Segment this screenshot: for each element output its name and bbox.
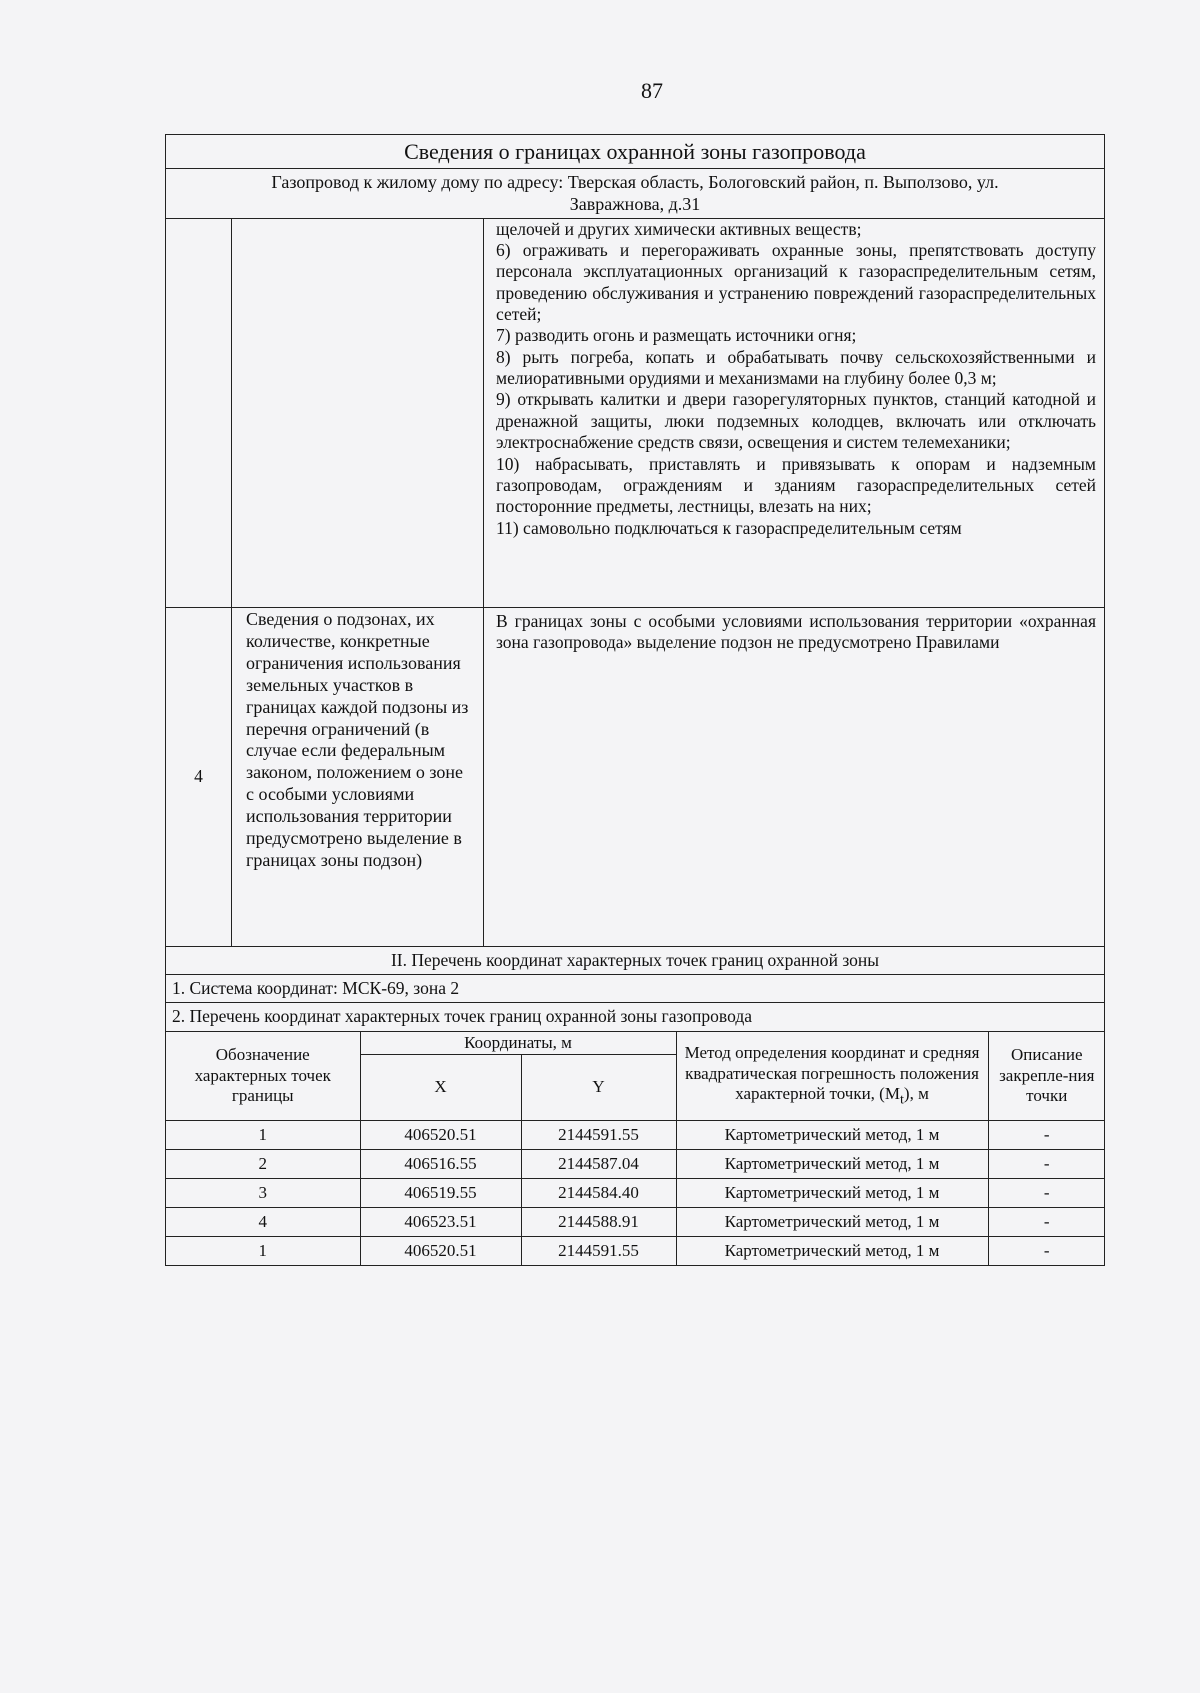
cell-y: 2144588.91 [521,1208,676,1237]
cell-description: - [988,1179,1105,1208]
cell-x: 406520.51 [360,1121,521,1150]
cell-y: 2144591.55 [521,1237,676,1266]
table-title: Сведения о границах охранной зоны газопровода [166,135,1105,169]
cell-point: 2 [166,1150,360,1179]
cell-point: 1 [166,1121,360,1150]
subzones-label: Сведения о подзонах, их количестве, конкретные ограничения использования земельных участков в границах каждой подзоны из перечня ограничений (в случае если федеральным законом, положением о зоне с особыми условиями использования территории предусмотрено выделение в границах зоны подзон) [232,607,484,946]
cell-description: - [988,1150,1105,1179]
header-coordinates: Координаты, м [360,1032,676,1055]
header-method-subscript: t [899,1091,904,1108]
header-method [676,1032,988,1121]
cell-y: 2144584.40 [521,1179,676,1208]
restriction-line: 8) рыть погреба, копать и обрабатывать почву сельскохозяйственными и мелиоративными орудиями и механизмами на глубину более 0,3 м; [496,346,1096,389]
header-y: Y [521,1055,676,1121]
header-point: Обозначение характерных точек границы [166,1032,360,1121]
header-description: Описание закрепле-ния точки [988,1032,1105,1121]
restriction-line: 10) набрасывать, приставлять и привязывать к опорам и надземным газопроводам, ограждениям и зданиям газораспределительных сетей посторонние предметы, лестницы, влезать на них; [496,453,1096,517]
subzones-value: В границах зоны с особыми условиями использования территории «охранная зона газопровода» выделение подзон не предусмотрено Правилами [484,607,1105,946]
restriction-line: 7) разводить огонь и размещать источники огня; [496,325,857,346]
table-row [166,1237,1105,1266]
object-address: Газопровод к жилому дому по адресу: Тверская область, Бологовский район, п. Выползово, ул. Завражнова, д.31 [166,168,1105,218]
cell-method: Картометрический метод, 1 м [676,1179,988,1208]
cell-method: Картометрический метод, 1 м [676,1208,988,1237]
restriction-line: 9) открывать калитки и двери газорегуляторных пунктов, станций катодной и дренажной защиты, люки подземных колодцев, включать или отключать электроснабжение средств связи, освещения и систем телемеханики; [496,389,1096,453]
table-row [166,1121,1105,1150]
table-row [166,1150,1105,1179]
cell-x: 406519.55 [360,1179,521,1208]
cell-point: 1 [166,1237,360,1266]
cell-method: Картометрический метод, 1 м [676,1150,988,1179]
header-x: X [360,1055,521,1121]
table-row [166,1208,1105,1237]
cell-y: 2144591.55 [521,1121,676,1150]
cell-x: 406520.51 [360,1237,521,1266]
restriction-line: щелочей и других химически активных веществ; [496,218,862,239]
cell-x: 406516.55 [360,1150,521,1179]
cell-point: 4 [166,1208,360,1237]
coordinates-table [166,1032,1105,1265]
row-number: 4 [166,607,232,946]
section-two-header: II. Перечень координат характерных точек границ охранной зоны [166,946,1105,974]
coordinate-list-line: 2. Перечень координат характерных точек границ охранной зоны газопровода [166,1003,1105,1031]
cell-x: 406523.51 [360,1208,521,1237]
cell-description: - [988,1208,1105,1237]
cell-method: Картометрический метод, 1 м [676,1237,988,1266]
restriction-line: 11) самовольно подключаться к газораспределительным сетям [496,517,962,538]
cell-description: - [988,1237,1105,1266]
cell-method: Картометрический метод, 1 м [676,1121,988,1150]
continuation-number-cell [166,218,232,607]
subzones-row [166,607,1105,946]
continuation-row [166,218,1105,607]
cell-y: 2144587.04 [521,1150,676,1179]
zone-info-table [165,134,1105,1266]
cell-point: 3 [166,1179,360,1208]
header-method-text: Метод определения координат и средняя квадратическая погрешность положения характерной точки, (M [684,1043,980,1104]
header-method-unit: ), м [903,1084,929,1104]
page-number: 87 [641,78,663,103]
restrictions-list [484,218,1105,607]
coordinates-table-cell [166,1031,1105,1265]
restriction-line: 6) ограживать и перегораживать охранные зоны, препятствовать доступу персонала эксплуатационных организаций к газораспределительным сетям, проведению обслуживания и устранению повреждений газораспределительных сетей; [496,240,1096,325]
coordinate-system-line: 1. Система координат: МСК-69, зона 2 [166,975,1105,1003]
cell-description: - [988,1121,1105,1150]
table-row [166,1179,1105,1208]
continuation-name-cell [232,218,484,607]
